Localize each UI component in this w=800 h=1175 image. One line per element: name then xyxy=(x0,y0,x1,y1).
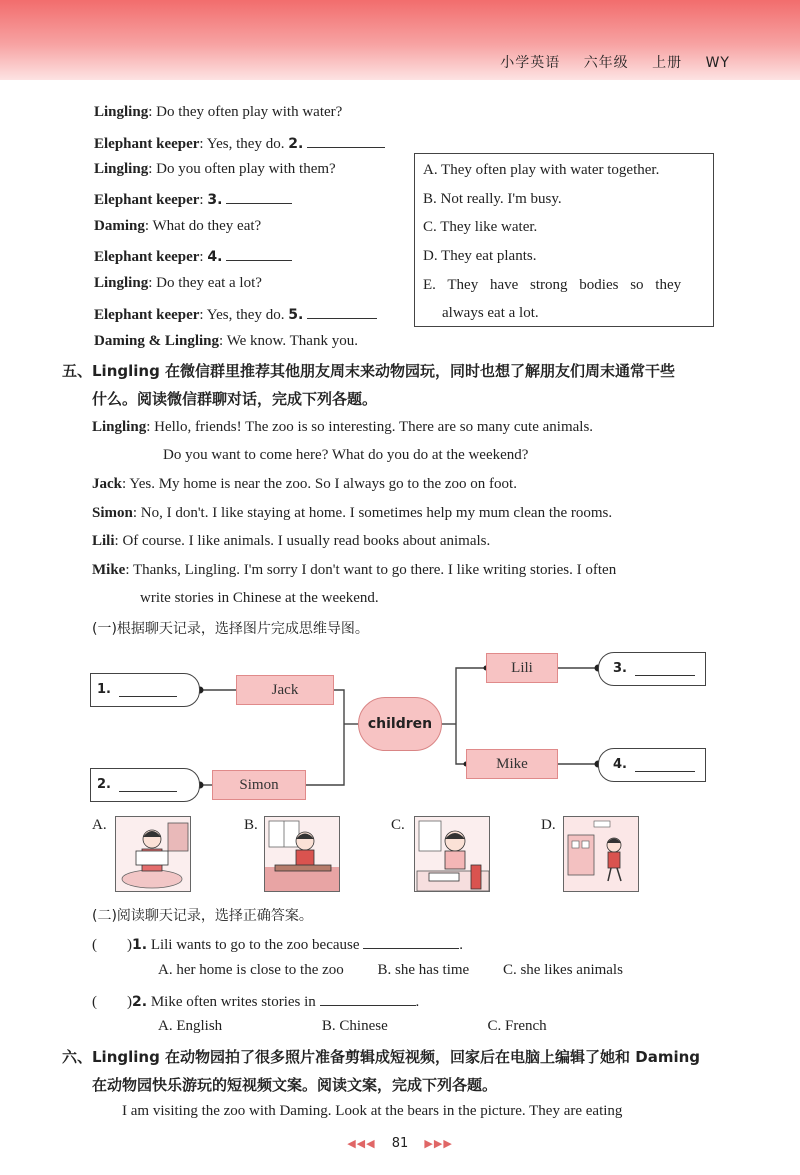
mindmap-node-simon: Simon xyxy=(212,770,306,800)
dialogue-line: Lingling: Do they often play with water? xyxy=(94,104,343,120)
utterance: Hello, friends! The zoo is so interesting. There are so many cute animals. xyxy=(154,419,594,435)
answer-blank-2[interactable] xyxy=(307,133,385,148)
question-text: Mike often writes stories in xyxy=(150,994,316,1010)
utterance: We know. Thank you. xyxy=(226,333,358,349)
section5-title-line1: 五、Lingling 在微信群里推荐其他朋友周末来动物园玩，同时也想了解朋友们周末通常干些 xyxy=(62,362,676,380)
utterance: Do they often play with water? xyxy=(156,104,343,120)
blank-number: 1. xyxy=(97,682,111,697)
picture-c[interactable] xyxy=(414,816,490,892)
blank-line xyxy=(119,777,177,792)
chat-line: Lili: Of course. I like animals. I usually read books about animals. xyxy=(92,533,491,549)
picture-b[interactable] xyxy=(264,816,340,892)
blank-number: 2. xyxy=(97,777,111,792)
option[interactable]: A. her home is close to the zoo xyxy=(158,962,344,978)
walking-to-zoo-illustration xyxy=(564,817,639,892)
utterance: Do they eat a lot? xyxy=(156,275,262,291)
question-text: Lili wants to go to the zoo because xyxy=(150,937,360,953)
speaker: Elephant keeper xyxy=(94,307,200,323)
chat-line: Lingling: Hello, friends! The zoo is so interesting. There are so many cute animals. xyxy=(92,419,594,435)
answer-blank-4[interactable] xyxy=(226,246,292,261)
left-arrows: ◀◀◀ xyxy=(347,1137,376,1150)
mindmap-node-lili: Lili xyxy=(486,653,558,683)
picture-d[interactable] xyxy=(563,816,639,892)
mindmap-blank-3[interactable] xyxy=(598,652,706,686)
speaker: Jack xyxy=(92,476,122,492)
chat-line: Mike: Thanks, Lingling. I'm sorry I don't want to go there. I like writing stories. I often xyxy=(92,562,617,578)
dialogue-line: Lingling: Do you often play with them? xyxy=(94,161,336,177)
option[interactable]: A. English xyxy=(158,1018,223,1034)
picture-label-d: D. xyxy=(541,817,556,833)
option[interactable]: C. she likes animals xyxy=(502,962,623,978)
speaker: Elephant keeper xyxy=(94,136,200,152)
writing-child-illustration xyxy=(415,817,490,892)
question-2-options xyxy=(158,1018,547,1035)
blank-number: 3. xyxy=(207,192,223,208)
option-b: B. Not really. I'm busy. xyxy=(423,191,562,207)
answer-bracket[interactable]: ( ) xyxy=(92,937,132,953)
chat-line xyxy=(163,447,528,464)
speaker: Lingling xyxy=(94,161,149,177)
part1-title: (一)根据聊天记录，选择图片完成思维导图。 xyxy=(92,621,369,637)
picture-label-c: C. xyxy=(391,817,405,833)
chat-line: Simon: No, I don't. I like staying at home. I sometimes help my mum clean the rooms. xyxy=(92,505,613,521)
speaker: Lingling xyxy=(94,275,149,291)
question-1: ( )1. Lili wants to go to the zoo because . xyxy=(92,933,463,954)
part2-title: (二)阅读聊天记录，选择正确答案。 xyxy=(92,908,313,924)
answer-blank-3[interactable] xyxy=(226,189,292,204)
option-d: D. They eat plants. xyxy=(423,248,537,264)
picture-a[interactable] xyxy=(115,816,191,892)
book-info xyxy=(482,52,730,72)
question-blank[interactable] xyxy=(320,991,416,1006)
speaker: Mike xyxy=(92,562,126,578)
speaker: Elephant keeper xyxy=(94,192,200,208)
cleaning-child-illustration xyxy=(265,817,340,892)
answer-blank-5[interactable] xyxy=(307,304,377,319)
blank-number: 5. xyxy=(288,307,304,323)
question-2: ( )2. Mike often writes stories in . xyxy=(92,990,419,1011)
utterance: Thanks, Lingling. I'm sorry I don't want to go there. I like writing stories. I often xyxy=(132,562,617,578)
mindmap-center: children xyxy=(358,697,442,751)
section6-title-line1: 六、Lingling 在动物园拍了很多照片准备剪辑成短视频，回家后在电脑上编辑了她和 Daming xyxy=(62,1048,701,1066)
blank-number: 4. xyxy=(613,757,627,772)
option-a: A. They often play with water together. xyxy=(423,162,660,178)
utterance: Yes, they do. xyxy=(206,307,285,323)
question-number: 1. xyxy=(132,937,148,953)
reading-child-illustration xyxy=(116,817,191,892)
right-arrows: ▶▶▶ xyxy=(424,1137,453,1150)
mindmap-blank-4[interactable] xyxy=(598,748,706,782)
section6-title-line2: 在动物园快乐游玩的短视频文案。阅读文案，完成下列各题。 xyxy=(92,1076,498,1094)
mindmap-blank-1[interactable] xyxy=(90,673,200,707)
mindmap-node-mike: Mike xyxy=(466,749,558,779)
speaker: Lili xyxy=(92,533,115,549)
question-1-options xyxy=(158,962,623,979)
subject: 小学英语 xyxy=(500,55,561,71)
option[interactable]: B. Chinese xyxy=(321,1018,388,1034)
blank-line xyxy=(119,682,177,697)
mindmap-blank-2[interactable] xyxy=(90,768,200,802)
question-number: 2. xyxy=(132,994,148,1010)
dialogue-line: Elephant keeper: Yes, they do. 5. xyxy=(94,304,377,324)
mindmap-node-jack: Jack xyxy=(236,675,334,705)
utterance: Yes, they do. xyxy=(206,136,285,152)
utterance: Do you often play with them? xyxy=(156,161,336,177)
options-box xyxy=(414,153,714,327)
utterance: Do you want to come here? What do you do at the weekend? xyxy=(163,447,529,463)
page-number: 81 xyxy=(391,1136,409,1151)
chat-line xyxy=(140,590,379,607)
utterance: What do they eat? xyxy=(152,218,262,234)
utterance: Of course. I like animals. I usually read books about animals. xyxy=(122,533,491,549)
passage-line: I am visiting the zoo with Daming. Look at the bears in the picture. They are eating xyxy=(122,1103,623,1119)
blank-line xyxy=(635,661,695,676)
utterance: Yes. My home is near the zoo. So I always go to the zoo on foot. xyxy=(129,476,517,492)
blank-number: 2. xyxy=(288,136,304,152)
term: 上册 xyxy=(652,55,683,71)
section5-title-line2: 什么。阅读微信群聊对话，完成下列各题。 xyxy=(92,390,378,408)
question-blank[interactable] xyxy=(363,934,459,949)
option[interactable]: C. French xyxy=(487,1018,547,1034)
speaker: Lingling xyxy=(92,419,147,435)
speaker: Simon xyxy=(92,505,133,521)
answer-bracket[interactable]: ( ) xyxy=(92,994,132,1010)
dialogue-line: Daming: What do they eat? xyxy=(94,218,262,234)
option[interactable]: B. she has time xyxy=(377,962,470,978)
speaker: Daming xyxy=(94,218,145,234)
dialogue-line: Elephant keeper: Yes, they do. 2. xyxy=(94,133,385,153)
blank-number: 4. xyxy=(207,249,223,265)
blank-line xyxy=(635,757,695,772)
picture-label-a: A. xyxy=(92,817,107,833)
option-e: E. They have strong bodies so they xyxy=(423,277,682,293)
chat-line: Jack: Yes. My home is near the zoo. So I always go to the zoo on foot. xyxy=(92,476,517,492)
utterance: write stories in Chinese at the weekend. xyxy=(140,590,379,606)
page-footer xyxy=(0,1136,800,1151)
picture-label-b: B. xyxy=(244,817,258,833)
grade: 六年级 xyxy=(583,55,629,71)
dialogue-line: Lingling: Do they eat a lot? xyxy=(94,275,262,291)
speaker: Lingling xyxy=(94,104,149,120)
option-c: C. They like water. xyxy=(423,219,538,235)
edition: WY xyxy=(705,55,730,71)
dialogue-line: Elephant keeper: 4. xyxy=(94,246,292,266)
speaker: Elephant keeper xyxy=(94,249,200,265)
option-e-cont: always eat a lot. xyxy=(442,305,539,321)
utterance: No, I don't. I like staying at home. I sometimes help my mum clean the rooms. xyxy=(140,505,613,521)
speaker: Daming & Lingling xyxy=(94,333,220,349)
blank-number: 3. xyxy=(613,661,627,676)
dialogue-line: Daming & Lingling: We know. Thank you. xyxy=(94,333,358,349)
dialogue-line: Elephant keeper: 3. xyxy=(94,189,292,209)
